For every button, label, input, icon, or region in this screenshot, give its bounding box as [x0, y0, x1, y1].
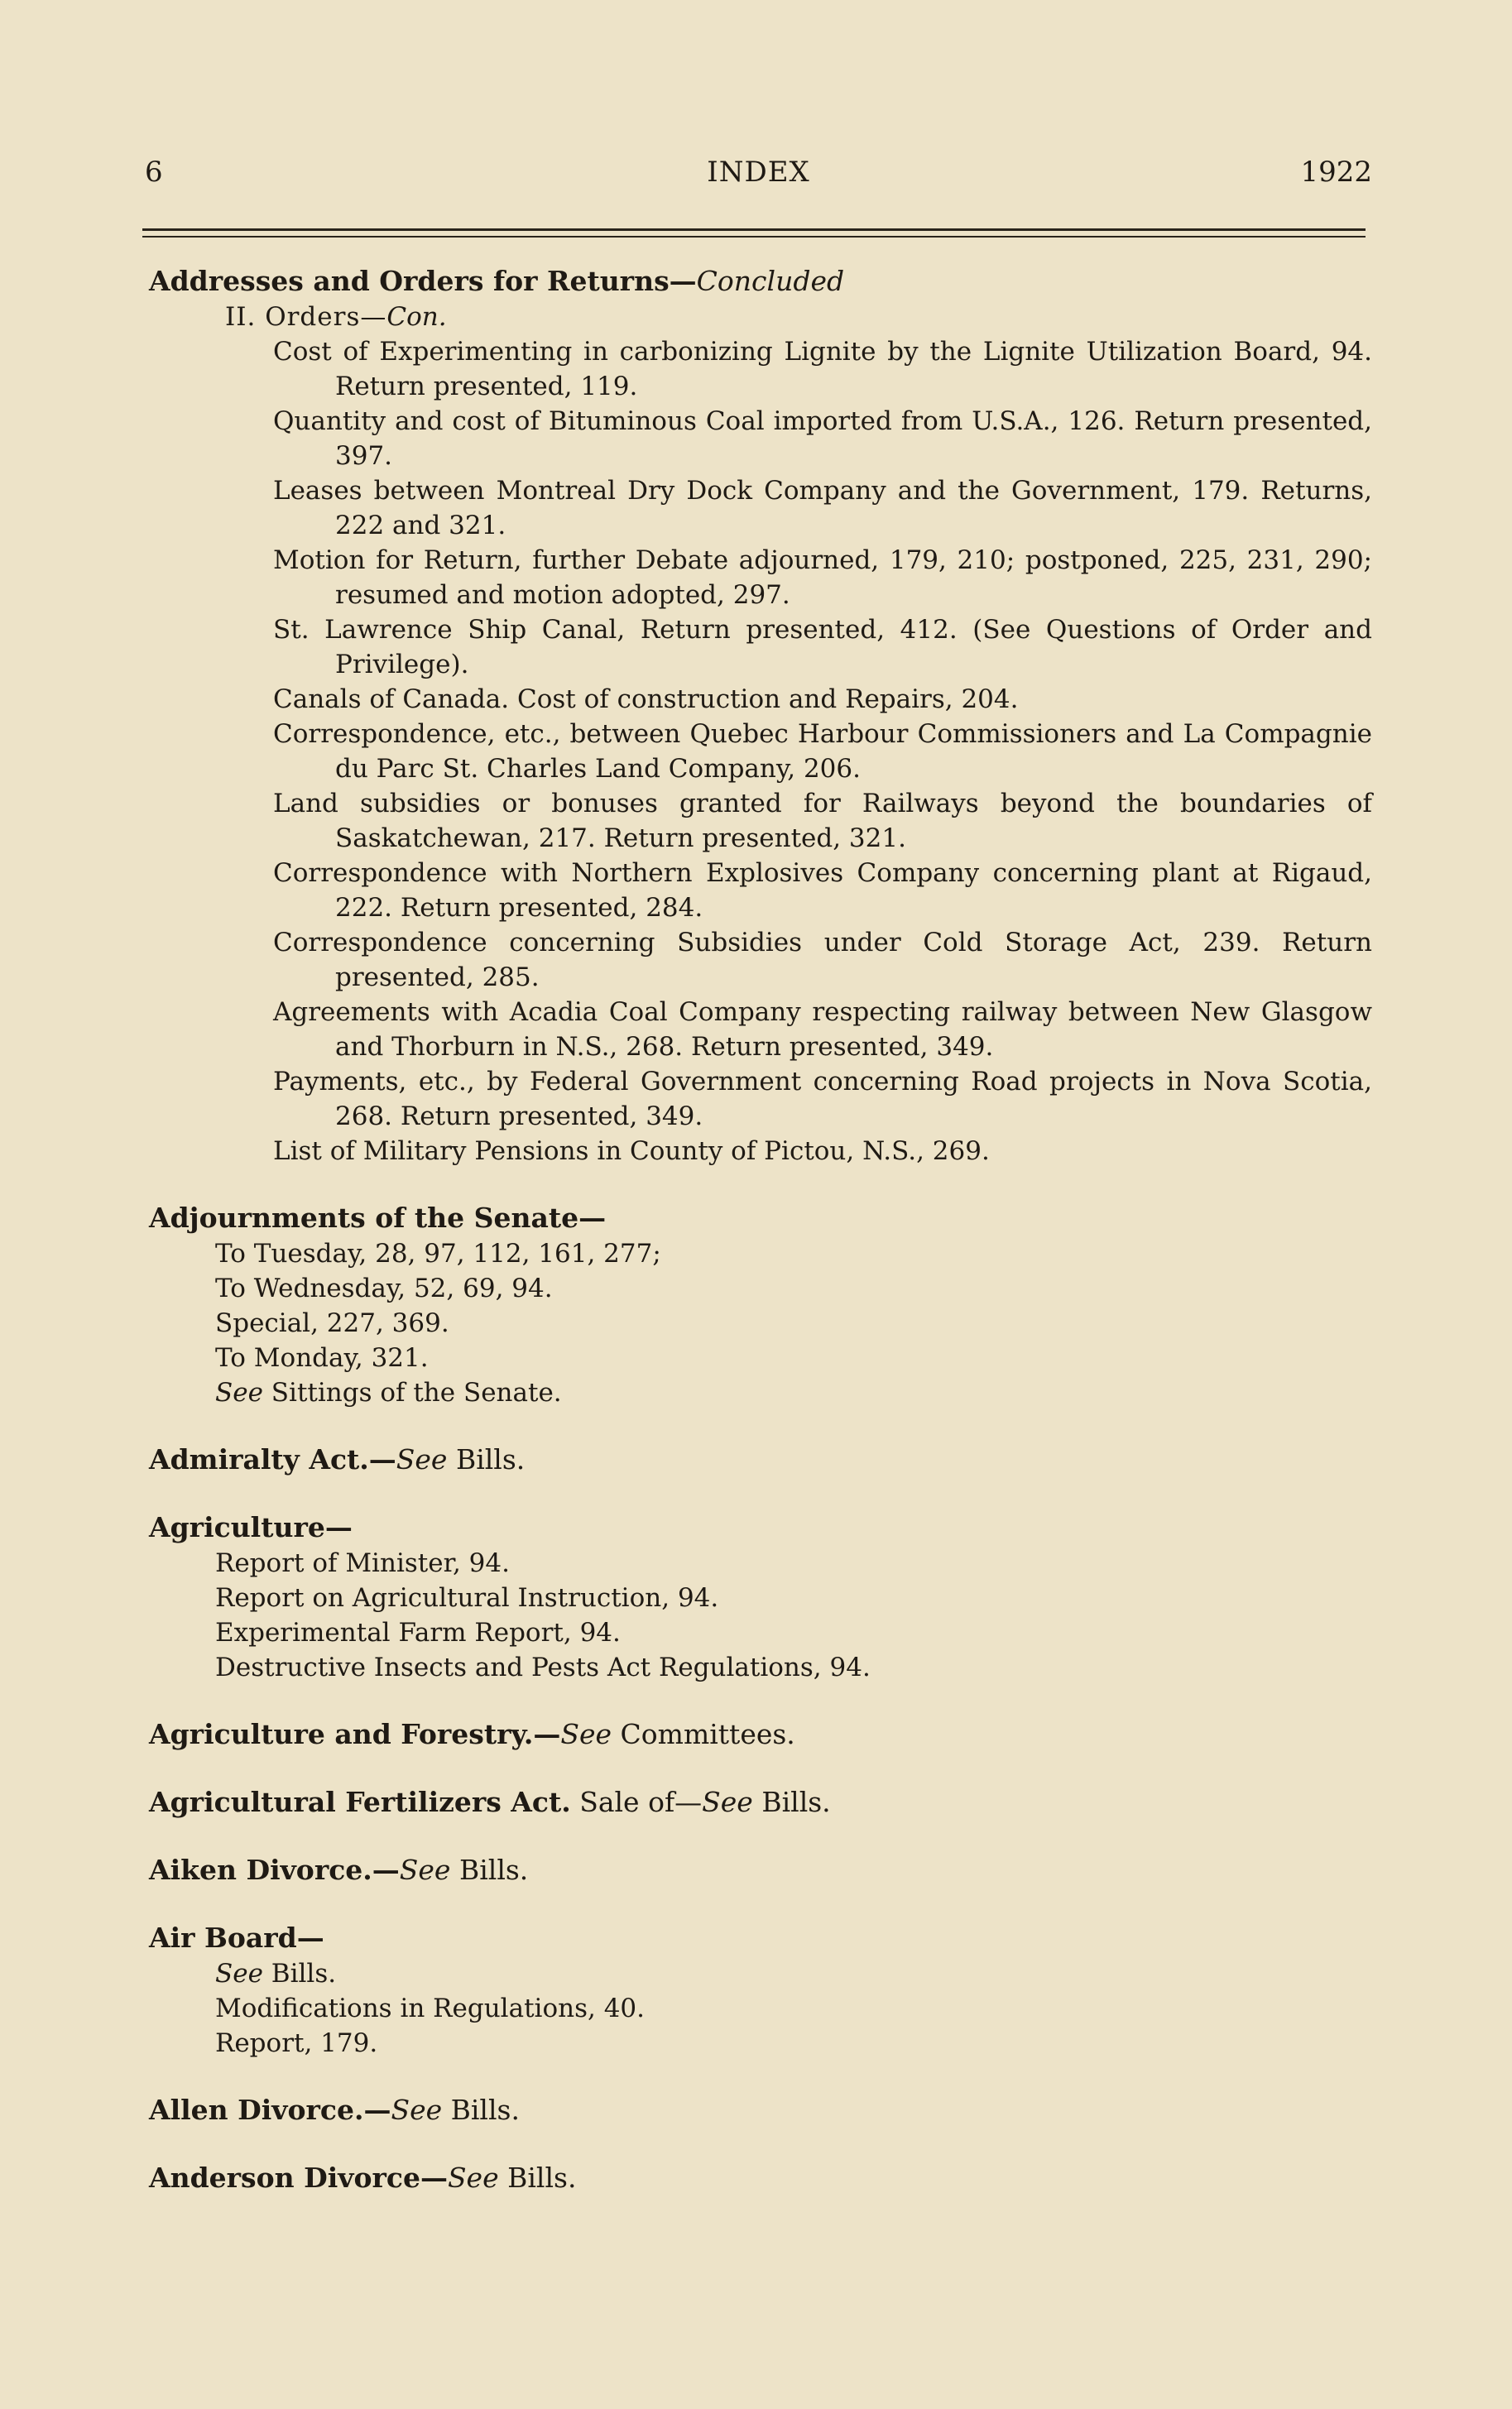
agriculture-line: Experimental Farm Report, 94.: [215, 1618, 621, 1648]
index-entry: List of Military Pensions in County of Pictou, N.S., 269.: [273, 1136, 990, 1166]
index-entry: Payments, etc., by Federal Government concerning Road projects in Nova Scotia, 268. Return presented, 349.: [273, 1067, 1372, 1131]
agriculture-line: Report of Minister, 94.: [215, 1548, 510, 1578]
heading-fertilizers: Agricultural Fertilizers Act. Sale of—See Bills.: [149, 1786, 831, 1818]
index-entry: Correspondence with Northern Explosives Company concerning plant at Rigaud, 222. Return presented, 284.: [273, 858, 1372, 923]
heading-air-board: Air Board—: [149, 1922, 324, 1954]
heading-adjournments: Adjournments of the Senate—: [149, 1202, 607, 1234]
header-rule-thin: [142, 236, 1366, 238]
heading-allen-divorce: Allen Divorce.—See Bills.: [149, 2094, 520, 2126]
index-entry: Land subsidies or bonuses granted for Railways beyond the boundaries of Saskatchewan, 217. Return presented, 321.: [273, 789, 1372, 853]
agriculture-line: Report on Agricultural Instruction, 94.: [215, 1583, 719, 1613]
running-header: [145, 156, 1372, 197]
index-entry: Agreements with Acadia Coal Company respecting railway between New Glasgow and Thorburn in N.S., 268. Return presented, 349.: [273, 997, 1372, 1062]
heading-aiken-divorce: Aiken Divorce.—See Bills.: [149, 1854, 529, 1886]
adjournment-line: To Monday, 321.: [215, 1343, 429, 1373]
adjournment-line: To Tuesday, 28, 97, 112, 161, 277;: [215, 1239, 661, 1269]
heading-agriculture-forestry: Agriculture and Forestry.—See Committees.: [149, 1718, 795, 1750]
adjournment-see-line: See Sittings of the Senate.: [215, 1378, 562, 1408]
index-entry: St. Lawrence Ship Canal, Return presented, 412. (See Questions of Order and Privilege).: [273, 615, 1372, 679]
index-content: [149, 263, 1372, 2196]
adjournment-line: To Wednesday, 52, 69, 94.: [215, 1274, 553, 1303]
index-entry: Quantity and cost of Bituminous Coal imported from U.S.A., 126. Return presented, 397.: [273, 406, 1372, 471]
index-entry: Correspondence, etc., between Quebec Harbour Commissioners and La Compagnie du Parc St. Charles Land Company, 206.: [273, 719, 1372, 784]
heading-anderson-divorce: Anderson Divorce—See Bills.: [149, 2162, 577, 2194]
page-title: INDEX: [707, 156, 810, 189]
index-entry: Leases between Montreal Dry Dock Company and the Government, 179. Returns, 222 and 321.: [273, 476, 1372, 540]
section-heading-addresses: Addresses and Orders for Returns—Concluded: [149, 265, 845, 297]
agriculture-line: Destructive Insects and Pests Act Regulations, 94.: [215, 1653, 871, 1682]
page-year: 1922: [1300, 156, 1372, 189]
heading-admiralty: Admiralty Act.—See Bills.: [149, 1443, 526, 1476]
subheading-orders: II. Orders—Con.: [225, 302, 447, 332]
air-board-line: Report, 179.: [215, 2028, 378, 2058]
index-entry: Motion for Return, further Debate adjourned, 179, 210; postponed, 225, 231, 290; resumed and motion adopted, 297.: [273, 545, 1372, 610]
index-entry: Correspondence concerning Subsidies under Cold Storage Act, 239. Return presented, 285.: [273, 928, 1372, 992]
air-board-line: Modifications in Regulations, 40.: [215, 1994, 645, 2023]
header-rule-thick: [142, 228, 1366, 231]
index-entry: Cost of Experimenting in carbonizing Lignite by the Lignite Utilization Board, 94. Return presented, 119.: [273, 337, 1372, 401]
index-entry: Canals of Canada. Cost of construction and Repairs, 204.: [273, 684, 1019, 714]
heading-agriculture: Agriculture—: [149, 1511, 353, 1543]
air-board-see-line: See Bills.: [215, 1959, 337, 1989]
adjournment-line: Special, 227, 369.: [215, 1308, 449, 1338]
page-number: 6: [145, 156, 163, 189]
